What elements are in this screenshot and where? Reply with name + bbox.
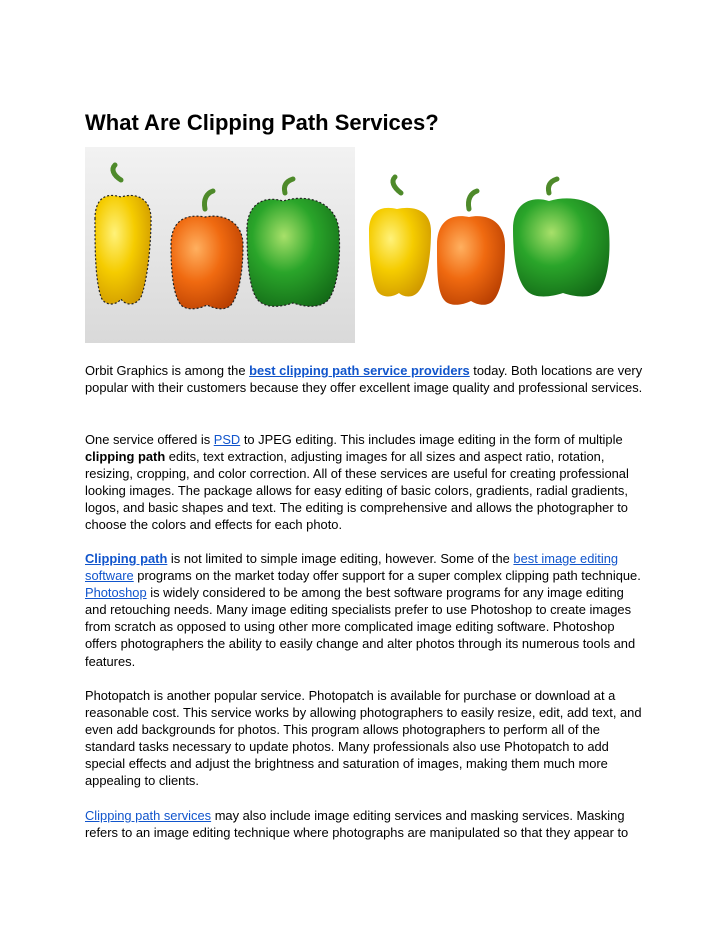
orange-pepper-clipped xyxy=(171,216,243,309)
paragraph-3 xyxy=(85,550,645,670)
paragraph-3-text-c: is widely considered to be among the best software programs for any image editing and retouching needs. Many image editing specialists prefer to use Photoshop to create images from scratch as opposed to using other more complicated image editing software. Photoshop offers photographers the ability to easily change and alter photos through its numerous tools and features. xyxy=(85,585,636,669)
paragraph-4 xyxy=(85,687,645,790)
green-pepper xyxy=(513,198,610,296)
peppers-illustration xyxy=(85,147,617,343)
photoshop-link[interactable]: Photoshop xyxy=(85,585,147,601)
paragraph-3-text-a: is not limited to simple image editing, however. Some of the xyxy=(167,551,514,566)
paragraph-1-text-a: Orbit Graphics is among the xyxy=(85,363,250,378)
psd-link[interactable]: PSD xyxy=(213,432,241,447)
clipping-path-link[interactable]: Clipping path xyxy=(85,551,168,566)
paragraph-4-text: Photopatch is another popular service. Photopatch is available for purchase or download at a reasonable cost. This service works by allowing photographers to easily resize, edit, add text, and even add backgrounds for photos. This program allows photographers to perform all of the standard tasks necessary to update photos. Many professionals also use Photopatch to add special effects and adjust the brightness and saturation of images, making them much more appealing to clients. xyxy=(85,688,642,789)
green-pepper-clipped xyxy=(247,198,340,306)
page-title: What Are Clipping Path Services? xyxy=(85,110,439,135)
yellow-pepper xyxy=(369,208,431,297)
paragraph-2-text-c: edits, text extraction, adjusting images for all sizes and aspect ratio, rotation, resizing, cropping, and color correction. All of these services are useful for creating professional looking images. The package allows for easy editing of basic colors, gradients, radial gradients, logos, and basic shapes and text. The editing is comprehensive and allows the photographer to choose the colors and effects for each photo. xyxy=(85,449,629,533)
best-image-editing-software-link[interactable]: best image editing software xyxy=(85,551,619,584)
paragraph-3-text-b: programs on the market today offer support for a super complex clipping path technique. xyxy=(133,568,641,584)
peppers-image xyxy=(85,147,617,343)
best-clipping-path-providers-link[interactable]: best clipping path service providers xyxy=(249,363,470,378)
paragraph-5 xyxy=(85,807,645,841)
yellow-pepper-clipped xyxy=(95,195,151,304)
paragraph-2 xyxy=(85,431,645,534)
orange-pepper xyxy=(437,216,505,305)
paragraph-2-text-b: to JPEG editing. This includes image editing in the form of multiple xyxy=(240,432,623,447)
clipping-path-services-link[interactable]: Clipping path services xyxy=(85,808,212,823)
paragraph-2-text-a: One service offered is xyxy=(85,432,214,447)
clipping-path-bold-text: clipping path xyxy=(85,449,166,465)
paragraph-5-text: may also include image editing services and masking services. Masking refers to an image editing technique where photographs are manipulated so that they appear to xyxy=(85,808,629,841)
paragraph-1-text-b: today. Both locations are very popular with their customers because they offer excellent image quality and professional services. xyxy=(85,363,643,396)
paragraph-1 xyxy=(85,362,645,396)
